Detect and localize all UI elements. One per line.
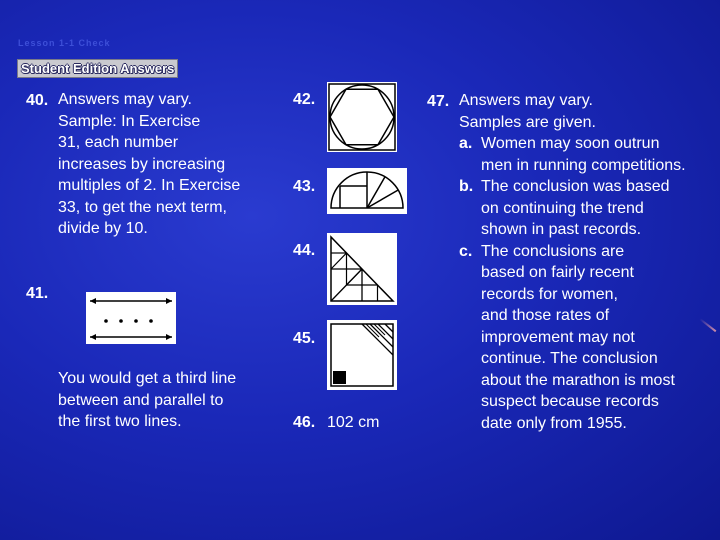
exercise-40-answer <box>58 89 278 240</box>
answer-line: the first two lines. <box>58 413 182 430</box>
part-line: Women may soon outrun <box>481 135 660 152</box>
square-with-hatched-corner-figure <box>327 320 397 390</box>
faint-header-title: Lesson 1-1 Check <box>18 38 111 48</box>
part-a <box>459 133 717 176</box>
answer-line: increases by increasing <box>58 155 226 173</box>
hatch-line <box>385 324 393 332</box>
exercise-47-number: 47. <box>427 93 450 110</box>
exercise-46-answer: 102 cm <box>327 414 380 431</box>
dot <box>119 319 123 323</box>
answer-line: multiples of 2. In Exercise <box>58 177 241 194</box>
hexagon <box>330 89 394 144</box>
part-b <box>459 176 717 241</box>
intro-line: Samples are given. <box>459 113 596 131</box>
triangles-figure-svg <box>327 233 397 305</box>
hexagon-figure-svg <box>327 82 397 152</box>
bottom-line-right-arrow <box>166 334 172 340</box>
answer-line: 33, to get the next term, <box>58 198 227 216</box>
dot <box>104 319 108 323</box>
intro-line: Answers may vary. <box>459 92 593 109</box>
part-line: The conclusion was based <box>481 178 670 195</box>
dot <box>149 319 153 323</box>
exercise-45-number: 45. <box>293 330 316 347</box>
exercise-43-number: 43. <box>293 178 316 195</box>
exercise-40-number: 40. <box>26 92 49 109</box>
semicircle-divided-figure <box>327 168 407 214</box>
exercise-46-number: 46. <box>293 414 316 431</box>
lower-diagonal <box>347 269 363 285</box>
part-line: based on fairly recent <box>481 264 634 281</box>
exercise-41-number: 41. <box>26 285 49 302</box>
answer-line: Answers may vary. <box>58 91 192 108</box>
top-line-left-arrow <box>90 298 96 304</box>
part-line: date only from 1955. <box>481 414 627 432</box>
student-edition-answers-badge: Student Edition Answers <box>17 59 178 78</box>
part-a-label: a. <box>459 135 473 152</box>
hexagon-in-circle-in-square-figure <box>327 82 397 152</box>
exercise-47-answer <box>459 90 717 434</box>
part-c <box>459 241 717 435</box>
square-figure-svg <box>327 320 397 390</box>
hatch-line <box>378 324 393 339</box>
bottom-line-left-arrow <box>90 334 96 340</box>
answer-line: Sample: In Exercise <box>58 112 201 130</box>
part-line: and those rates of <box>481 307 610 324</box>
part-line: about the marathon is most <box>481 371 675 389</box>
exercise-44-number: 44. <box>293 242 316 259</box>
part-line: continue. The conclusion <box>481 350 658 367</box>
answer-line: divide by 10. <box>58 220 148 237</box>
small-filled-square <box>333 371 346 384</box>
answer-line: between and parallel to <box>58 391 224 409</box>
answer-line: 31, each number <box>58 134 179 151</box>
nested-triangles-figure <box>327 233 397 305</box>
circle <box>330 85 394 149</box>
semicircle-figure-svg <box>327 168 407 214</box>
parallel-lines-svg <box>86 292 176 344</box>
part-c-label: c. <box>459 242 473 260</box>
part-line: improvement may not <box>481 328 635 346</box>
answer-line: You would get a third line <box>58 370 237 387</box>
part-line: The conclusions are <box>481 242 625 260</box>
part-line: records for women, <box>481 285 618 303</box>
part-b-label: b. <box>459 178 474 195</box>
part-line: suspect because records <box>481 393 659 410</box>
corner-diagonal <box>362 324 393 355</box>
top-line-right-arrow <box>166 298 172 304</box>
small-diagonal <box>331 253 347 269</box>
part-line: men in running competitions. <box>481 156 686 174</box>
part-line: shown in past records. <box>481 221 642 238</box>
dot <box>134 319 138 323</box>
exercise-42-number: 42. <box>293 91 316 108</box>
exercise-41-answer <box>58 368 283 433</box>
parallel-lines-with-dots-figure <box>86 292 176 344</box>
part-line: on continuing the trend <box>481 199 644 217</box>
